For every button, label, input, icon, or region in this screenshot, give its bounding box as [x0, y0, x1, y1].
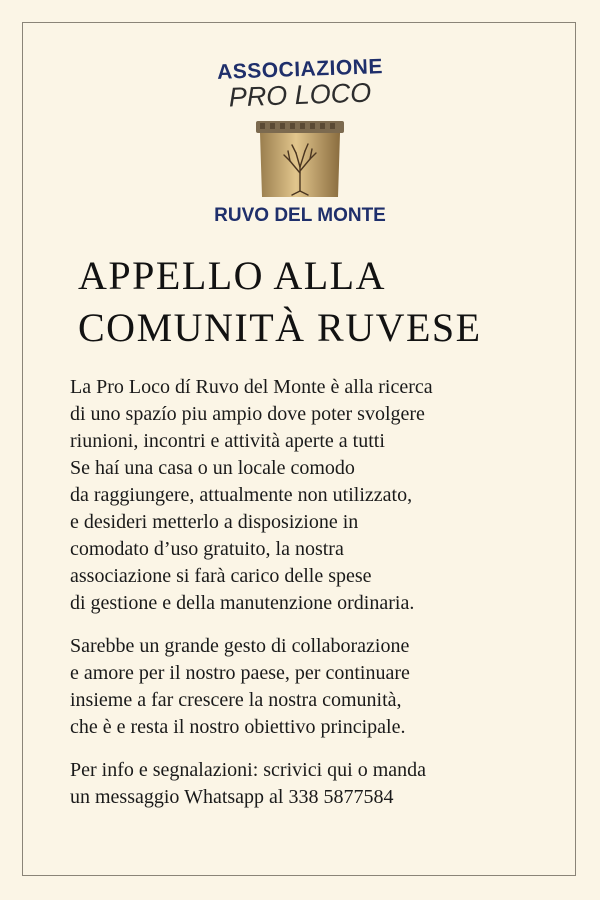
headline	[78, 250, 578, 354]
announcement-body	[70, 374, 550, 827]
castle-tower-with-tree-icon	[252, 117, 348, 199]
text-line: che è e resta il nostro obiettivo principale.	[70, 716, 406, 738]
headline-line: COMUNITÀ RUVESE	[78, 305, 482, 350]
text-line: e desideri metterlo a disposizione in	[70, 511, 359, 533]
paragraph-contact	[70, 757, 550, 811]
paragraph-request	[70, 374, 550, 617]
text-line: riunioni, incontri e attività aperte a tutti	[70, 430, 385, 452]
logo-ruvo-del-monte-text: RUVO DEL MONTE	[214, 205, 386, 226]
text-line: Per info e segnalazioni: scrivici qui o manda	[70, 759, 427, 781]
text-line: associazione si farà carico delle spese	[70, 565, 372, 587]
text-line: e amore per il nostro paese, per continuare	[70, 662, 410, 684]
text-line: insieme a far crescere la nostra comunità,	[70, 689, 402, 711]
paragraph-community	[70, 633, 550, 741]
logo-pro-loco-text: PRO LOCO	[228, 77, 372, 113]
text-line: da raggiungere, attualmente non utilizzato,	[70, 484, 413, 506]
headline-line: APPELLO ALLA	[78, 253, 386, 298]
text-line: Sarebbe un grande gesto di collaborazione	[70, 635, 410, 657]
text-line: Se haí una casa o un locale comodo	[70, 457, 355, 479]
text-line: La Pro Loco dí Ruvo del Monte è alla ricerca	[70, 376, 433, 398]
pro-loco-logo	[0, 50, 600, 235]
text-line: di gestione e della manutenzione ordinaria.	[70, 592, 415, 614]
text-line: comodato d’uso gratuito, la nostra	[70, 538, 344, 560]
logo-associazione-text: ASSOCIAZIONE	[216, 55, 384, 84]
whatsapp-contact-line: un messaggio Whatsapp al 338 5877584	[70, 786, 394, 808]
text-line: di uno spazío piu ampio dove poter svolgere	[70, 403, 425, 425]
